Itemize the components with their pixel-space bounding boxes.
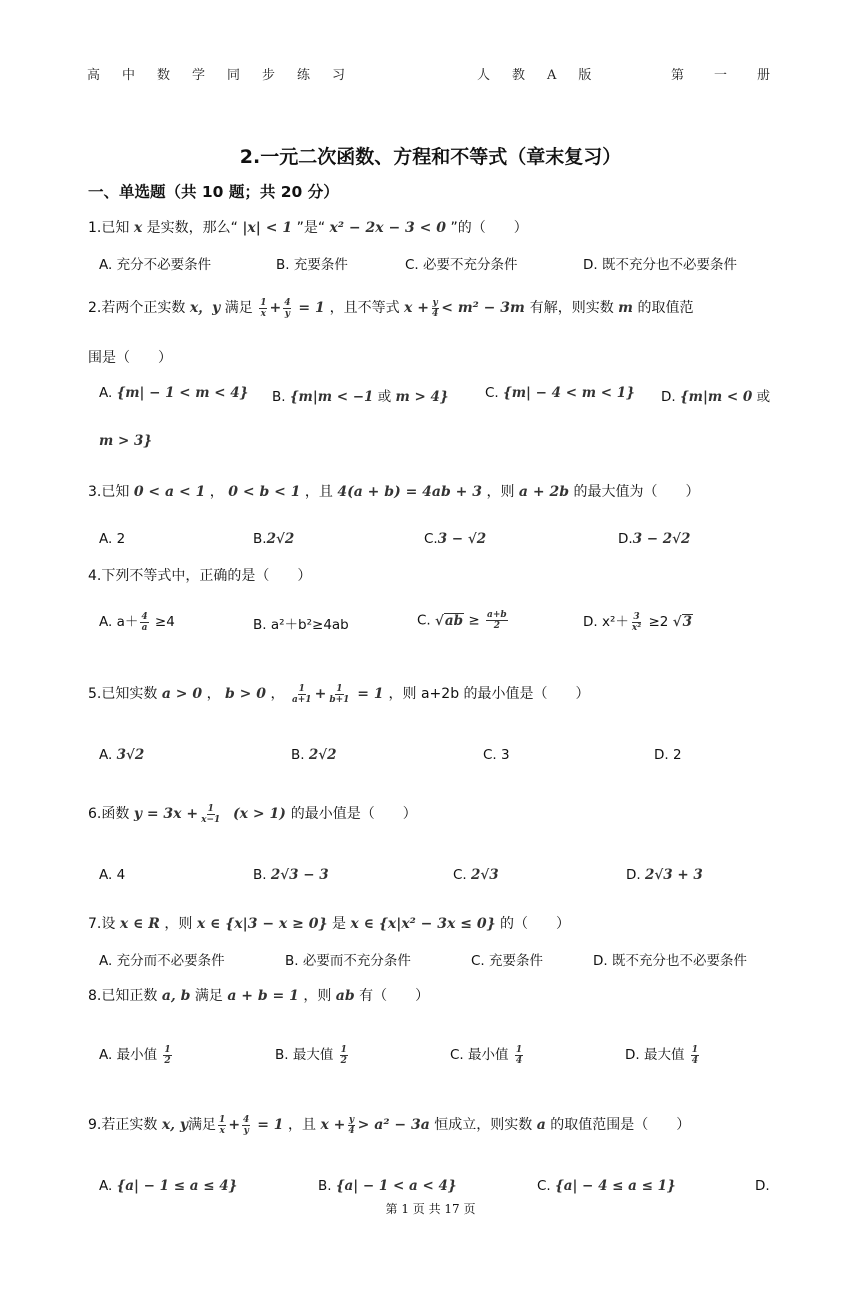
header-left: 高中数学同步练习: [87, 68, 368, 83]
q8-math-product: ab: [335, 988, 355, 1004]
q2-option-a: A. {m| − 1 < m < 4}: [99, 385, 249, 401]
q2-line-2: 围是（ ）: [88, 350, 172, 366]
q9-math-xy: x, y: [161, 1117, 189, 1133]
q8-math-ab: a, b: [161, 988, 191, 1004]
q5-option-b: B. 2√2: [291, 747, 337, 763]
q2-option-d-continued: m > 3}: [99, 433, 153, 449]
q2-option-b: B. {m|m < −1 或 m > 4}: [272, 389, 449, 405]
section-heading: 一、单选题（共 10 题；共 20 分）: [88, 183, 339, 201]
question-7: 7.设 x ∈ R ，则 x ∈ {x|3 − x ≥ 0} 是 x ∈ {x|x² − 3x ≤ 0} 的（ ）: [88, 916, 571, 932]
q7-math-domain: x ∈ R: [119, 916, 160, 932]
question-1: [88, 217, 528, 237]
q3-math-target: a + 2b: [518, 484, 570, 500]
q5-math-condition: $\frac{1}{a+1}$ + $\frac{1}{b+1}$ = 1: [291, 683, 384, 705]
q3-math-b-range: 0 < b < 1: [228, 484, 301, 500]
q1-option-b: B. 充要条件: [276, 257, 348, 273]
q6-option-c: C. 2√3: [453, 867, 499, 883]
q3-math-equation: 4(a + b) = 4ab + 3: [337, 484, 483, 500]
q3-option-a: A. 2: [99, 531, 126, 547]
question-5: 5.已知实数 a > 0 ， b > 0 ， $\frac{1}{a+1}$ + $\frac{1}{b+1}$ = 1 ，则 a+2b 的最小值是（ ）: [88, 683, 590, 705]
q6-option-d: D. 2√3 + 3: [626, 867, 703, 883]
q1-text-c: ”是“: [296, 220, 326, 236]
q9-math-inequality: x + $\frac{y}{4}$ > a² − 3a: [320, 1114, 430, 1136]
q1-text-d: ”的（ ）: [450, 220, 528, 236]
q5-option-d: D. 2: [654, 747, 682, 763]
q9-option-d: D.: [755, 1178, 770, 1194]
q5-math-b: b > 0: [225, 686, 267, 702]
q7-math-set-1: x ∈ {x|3 − x ≥ 0}: [196, 916, 328, 932]
q2-text-b: 满足: [224, 300, 253, 316]
q8-option-b: B. 最大值 $\frac{1}{2}$: [275, 1044, 347, 1066]
q2-math-condition: $\frac{1}{x}$ + $\frac{4}{y}$ = 1: [260, 297, 325, 319]
q2-text-e: 的取值范: [637, 300, 694, 316]
q5-math-a: a > 0: [161, 686, 203, 702]
question-6: 6.函数 y = 3x + $\frac{1}{x-1}$ (x > 1) 的最小值是（ ）: [88, 803, 417, 825]
q5-option-c: C. 3: [483, 747, 510, 763]
q9-math-a: a: [536, 1117, 546, 1133]
q3-math-a-range: 0 < a < 1: [133, 484, 206, 500]
q8-math-sum: a + b = 1: [227, 988, 299, 1004]
q6-option-a: A. 4: [99, 867, 126, 883]
q9-option-a: A. {a| − 1 ≤ a ≤ 4}: [99, 1178, 238, 1194]
q3-option-c: C.3 − √2: [424, 531, 487, 547]
q2-option-c: C. {m| − 4 < m < 1}: [485, 385, 635, 401]
q1-option-a: A. 充分不必要条件: [99, 257, 212, 273]
q6-option-b: B. 2√3 − 3: [253, 867, 329, 883]
q3-option-d: D.3 − 2√2: [618, 531, 691, 547]
q2-fraction-1: $\frac{1}{x}$: [260, 297, 267, 319]
q7-option-c: C. 充要条件: [471, 953, 544, 969]
q1-option-d: D. 既不充分也不必要条件: [583, 257, 737, 273]
question-8: 8.已知正数 a, b 满足 a + b = 1 ，则 ab 有（ ）: [88, 988, 430, 1004]
q1-math-x: x: [133, 220, 143, 236]
header-right: 第一册: [671, 68, 801, 83]
q2-math-inequality: x + $\frac{y}{4}$ < m² − 3m: [404, 297, 525, 319]
q9-option-c: C. {a| − 4 ≤ a ≤ 1}: [537, 1178, 676, 1194]
q9-option-b: B. {a| − 1 < a < 4}: [318, 1178, 457, 1194]
q2-text-a: 2.若两个正实数: [88, 300, 186, 316]
q6-math-function: y = 3x + $\frac{1}{x-1}$ (x > 1): [133, 803, 286, 825]
q5-option-a: A. 3√2: [99, 747, 145, 763]
q2-option-d: D. {m|m < 0 或: [661, 389, 771, 405]
q4-option-d: D. x²＋ $\frac{3}{\text{x²}}$ ≥2 √3: [583, 611, 692, 633]
q4-option-c: C. √ab ≥ $\frac{a+b}{2}$: [417, 610, 507, 631]
question-4: 4.下列不等式中，正确的是（ ）: [88, 568, 312, 584]
q7-math-set-2: x ∈ {x|x² − 3x ≤ 0}: [350, 916, 496, 932]
q8-option-d: D. 最大值 $\frac{1}{4}$: [625, 1044, 699, 1066]
question-9: 9.若正实数 x, y满足 $\frac{1}{x}$ + $\frac{4}{y}$ = 1 ，且 x + $\frac{y}{4}$ > a² − 3a 恒成立，则实数 a 的取值范围是（ ）: [88, 1114, 691, 1136]
q2-fraction-3: $\frac{y}{4}$: [431, 297, 439, 319]
q1-math-abs: |x| < 1: [242, 220, 293, 236]
q2-math-xy: x，y: [189, 300, 221, 316]
q4-option-a: A. a＋ $\frac{4}{a}$ ≥4: [99, 611, 175, 633]
q8-option-a: A. 最小值 $\frac{1}{2}$: [99, 1044, 171, 1066]
q2-text-c: ，且不等式: [329, 300, 400, 316]
page-footer: 第 1 页 共 17 页: [385, 1202, 476, 1216]
q1-text-a: 1.已知: [88, 220, 130, 236]
document-title: 2.一元二次函数、方程和不等式（章末复习）: [239, 146, 622, 168]
q1-math-quadratic: x² − 2x − 3 < 0: [329, 220, 447, 236]
q2-fraction-2: $\frac{4}{y}$: [284, 297, 291, 319]
q2-math-m: m: [618, 300, 633, 316]
question-2: [88, 297, 693, 319]
q1-option-c: C. 必要不充分条件: [405, 257, 518, 273]
header-mid: 人教A版: [477, 68, 614, 83]
q7-option-b: B. 必要而不充分条件: [285, 953, 411, 969]
q2-text-d: 有解，则实数: [529, 300, 614, 316]
q8-option-c: C. 最小值 $\frac{1}{4}$: [450, 1044, 523, 1066]
q3-option-b: B.2√2: [253, 531, 295, 547]
q7-option-d: D. 既不充分也不必要条件: [593, 953, 747, 969]
q7-option-a: A. 充分而不必要条件: [99, 953, 225, 969]
q1-text-b: 是实数，那么“: [146, 220, 238, 236]
question-3: 3.已知 0 < a < 1 ， 0 < b < 1 ，且 4(a + b) = 4ab + 3 ，则 a + 2b 的最大值为（ ）: [88, 484, 700, 500]
q4-option-b: B. a²＋b²≥4ab: [253, 617, 349, 633]
q9-math-condition: $\frac{1}{x}$ + $\frac{4}{y}$ = 1: [219, 1114, 284, 1136]
